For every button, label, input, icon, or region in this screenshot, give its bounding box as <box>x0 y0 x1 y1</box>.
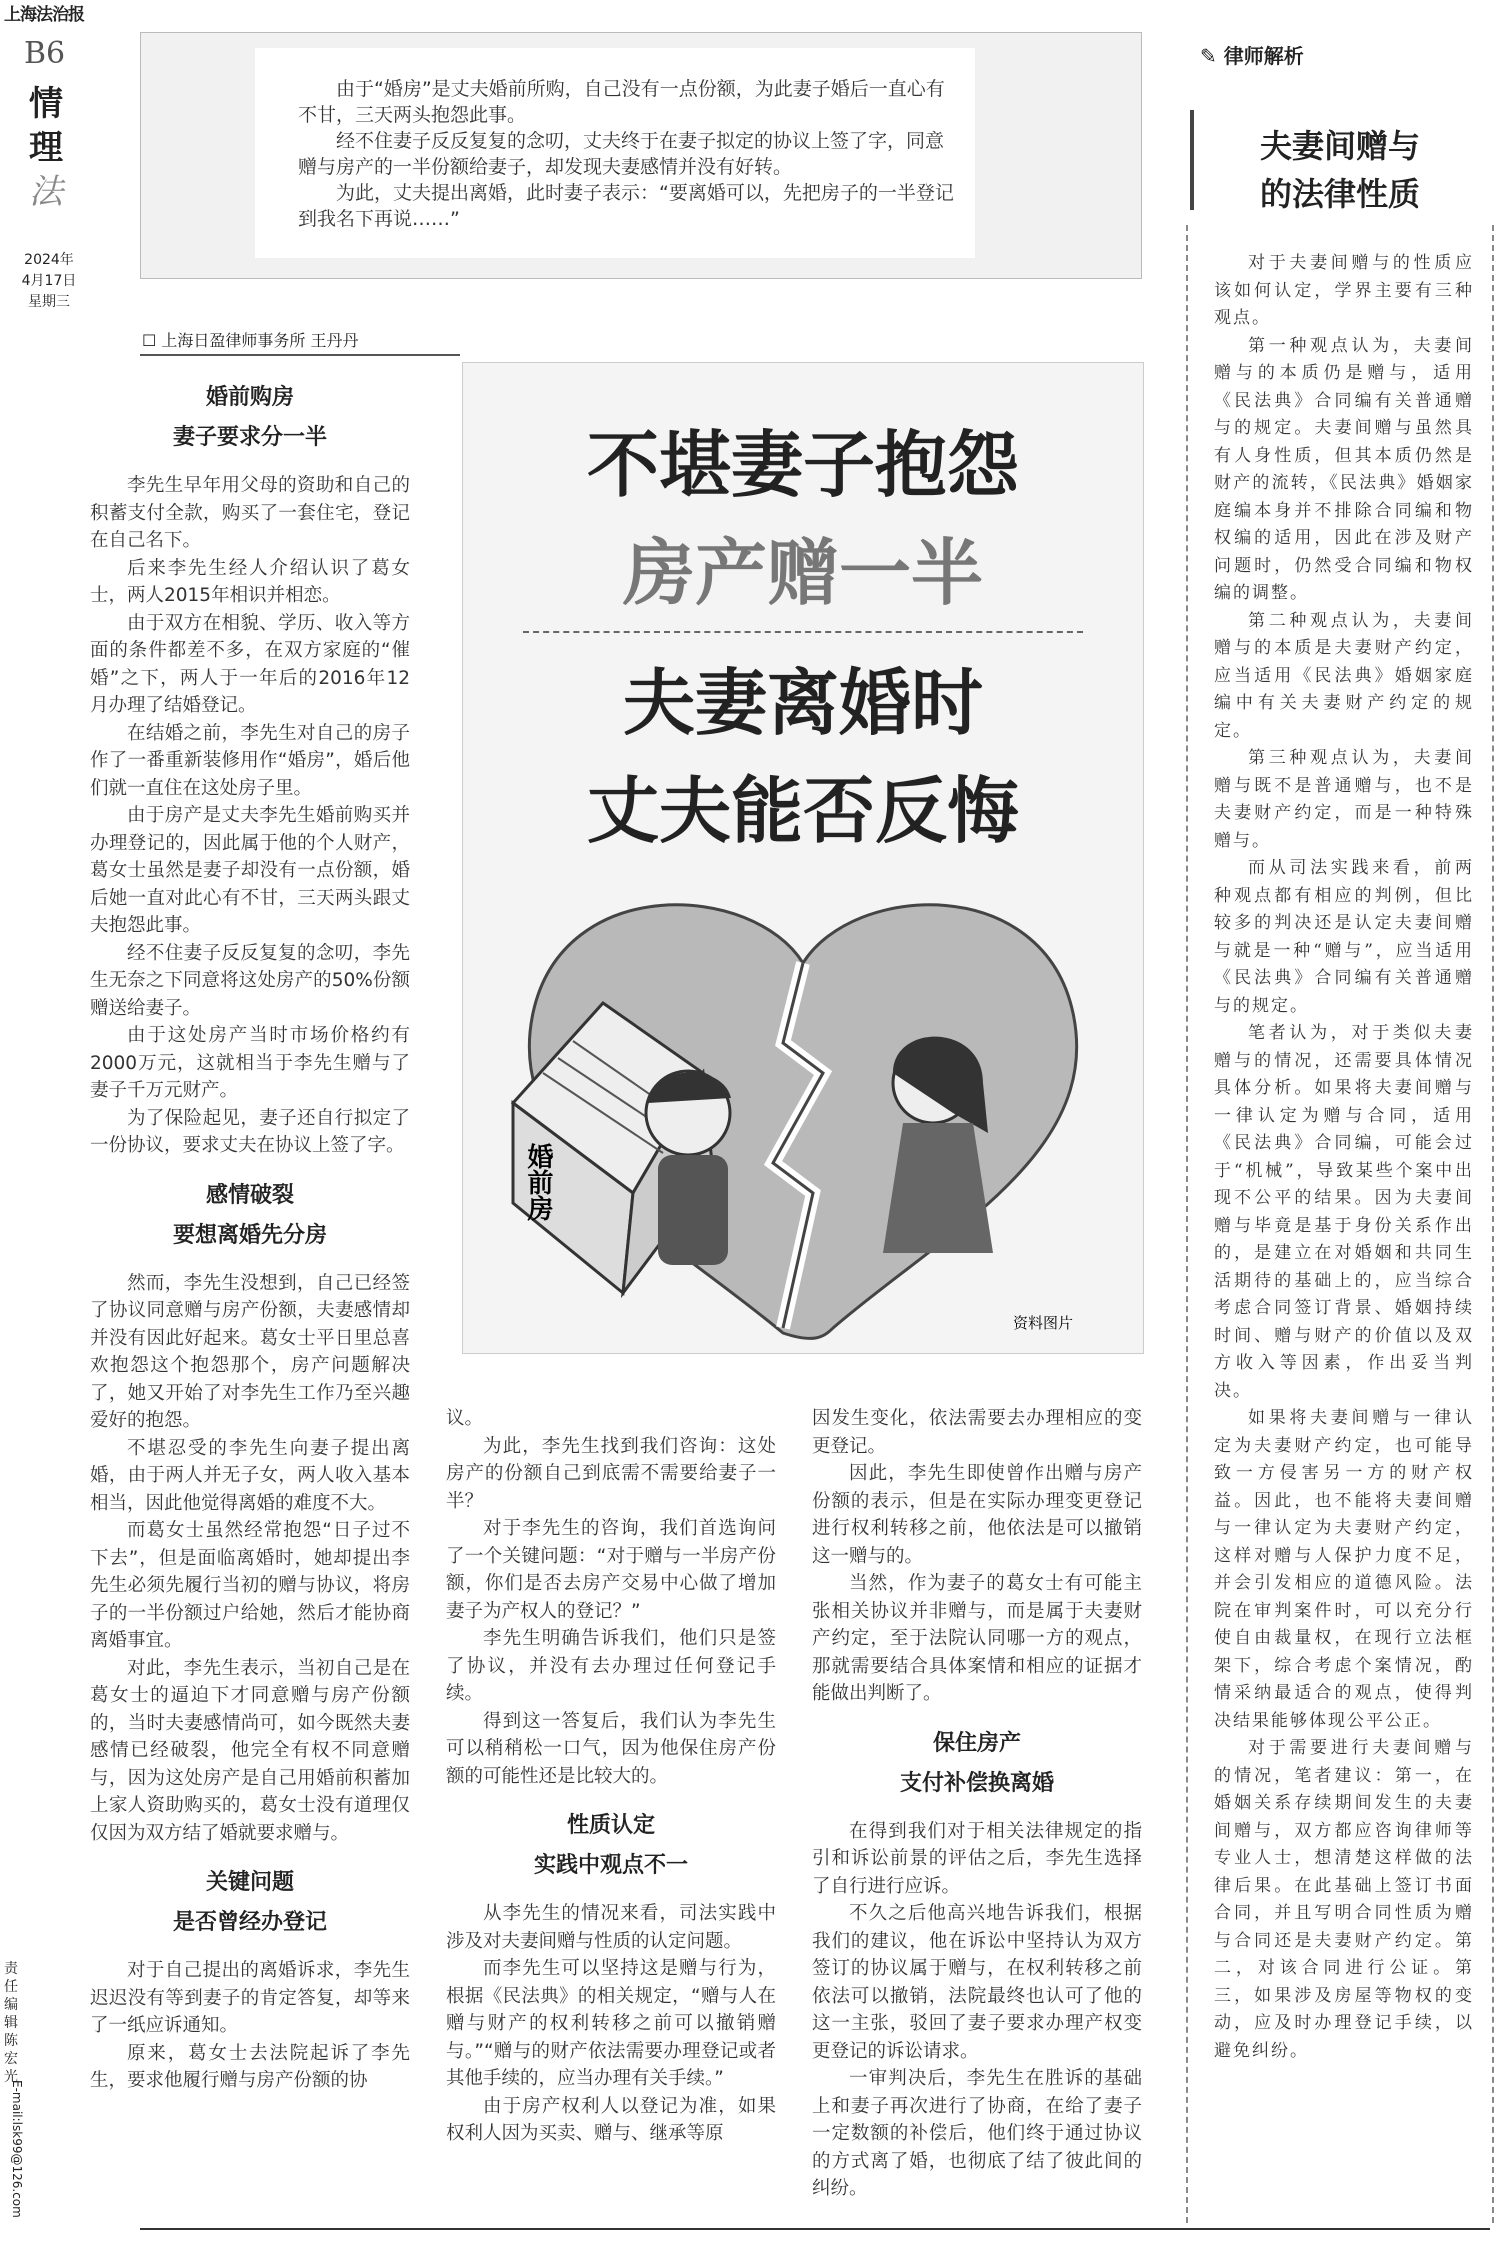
editor-credit: 责任编辑 陈宏光 <box>4 1961 18 2085</box>
divider <box>523 631 1083 633</box>
intro-text: 由于“婚房”是丈夫婚前所购，自己没有一点份额，为此妻子婚后一直心有不甘，三天两头抱怨此事。 经不住妻子反反复复的念叨，丈夫终于在妻子拟定的协议上签了字，同意赠与房产的一半份额给妻子，却发现夫妻感情并没有好转。 为此，丈夫提出离婚，此时妻子表示：“要离婚可以，先把房子的一半登记到我名下再说……” <box>298 78 954 230</box>
editor-email: E-mail:lsk99@126.com <box>10 2080 24 2218</box>
page-number: B6 <box>24 36 66 71</box>
subhead: 婚前购房 妻子要求分一半 <box>172 385 327 450</box>
masthead: 上海法治报 <box>4 5 84 25</box>
divider <box>140 354 460 356</box>
headline-line: 房产赠一半 <box>622 530 983 615</box>
sidebar-label: ✎ 律师解析 <box>1200 44 1304 68</box>
subhead: 保住房产 支付补偿换离婚 <box>899 1730 1054 1796</box>
column-3: 因发生变化，依法需要去办理相应的变更登记。 因此，李先生即使曾作出赠与房产份额的表示，但是在实际办理变更登记进行权利转移之前，他依法是可以撤销这一赠与的。 当然，作为妻子的葛女士有可能主张相关协议并非赠与，而是属于夫妻财产约定，至于法院认同哪一方的观点，那就需要结合具体案情和相应的证据才能做出判断了。 保住房产 支付补偿换离婚 在得到我们对于相关法律规定的指引和诉讼前景的评估之后，李先生选择了自行进行应诉。 不久之后他高兴地告诉我们，根据我们的建议，他在诉讼中坚持认为双方签订的协议属于赠与，在权利转移之前依法可以撤销，法院最终也认可了他的这一主张，驳回了妻子要求办理产权变更登记的诉讼请求。 一审判决后，李先生在胜诉的基础上和妻子再次进行了协商，在给了妻子一定数额的补偿后，他们终于通过协议的方式离了婚，也彻底了结了彼此间的纠纷。 <box>812 1408 1142 2199</box>
sidebar-title: 夫妻间赠与 的法律性质 <box>1259 127 1420 213</box>
image-credit: 资料图片 <box>1013 1314 1074 1332</box>
house-sign: 婚前房 <box>523 1143 553 1221</box>
divider <box>140 2228 1490 2230</box>
illustration-broken-heart <box>483 873 1123 1343</box>
headline-line: 不堪妻子抱怨 <box>586 422 1019 507</box>
column-2: 议。 为此，李先生找到我们咨询：这处房产的份额自己到底需不需要给妻子一半？ 对于李先生的咨询，我们首选询问了一个关键问题：“对于赠与一半房产份额，你们是否去房产交易中心做了增加妻子为产权人的登记？” 李先生明确告诉我们，他们只是签了协议，并没有去办理过任何登记手续。 得到这一答复后，我们认为李先生可以稍稍松一口气，因为他保住房产份额的可能性还是比较大的。 性质认定 实践中观点不一 从李先生的情况来看，司法实践中涉及对夫妻间赠与性质的认定问题。 而李先生可以坚持这是赠与行为，根据《民法典》的相关规定，“赠与人在赠与财产的权利转移之前可以撤销赠与。”“赠与的财产依法需要办理登记或者其他手续的，应当办理有关手续。” 由于房产权利人以登记为准，如果权利人因为买卖、赠与、继承等原 <box>446 1408 776 2144</box>
subhead: 感情破裂 要想离婚先分房 <box>172 1182 327 1248</box>
subhead: 性质认定 实践中观点不一 <box>533 1813 688 1878</box>
subhead: 关键问题 是否曾经办登记 <box>172 1870 327 1935</box>
section-name: 情 理 法 <box>29 84 63 212</box>
pen-icon: ✎ <box>1200 44 1224 68</box>
issue-date: 2024年 4月17日 星期三 <box>21 252 77 310</box>
headline-line: 丈夫能否反悔 <box>586 768 1019 853</box>
column-1: 婚前购房 妻子要求分一半 李先生早年用父母的资助和自己的积蓄支付全款，购买了一套住宅，登记在自己名下。 后来李先生经人介绍认识了葛女士，两人2015年相识并相恋。 由于双方在相貌、学历、收入等方面的条件都差不多，在双方家庭的“催婚”之下，两人于一年后的2016年12月办理了结婚登记。 在结婚之前，李先生对自己的房子作了一番重新装修用作“婚房”，婚后他们就一直住在这处房子里。 由于房产是丈夫李先生婚前购买并办理登记的，因此属于他的个人财产，葛女士虽然是妻子却没有一点份额，婚后她一直对此心有不甘，三天两头跟丈夫抱怨此事。 经不住妻子反反复复的念叨，李先生无奈之下同意将这处房产的50%份额赠送给妻子。 由于这处房产当时市场价格约有2000万元，这就相当于李先生赠与了妻子千万元财产。 为了保险起见，妻子还自行拟定了一份协议，要求丈夫在协议上签了字。 感情破裂 要想离婚先分房 然而，李先生没想到，自己已经签了协议同意赠与房产份额，夫妻感情却并没有因此好起来。葛女士平日里总喜欢抱怨这个抱怨那个，房产问题解决了，她又开始了对李先生工作乃至兴趣爱好的抱怨。 不堪忍受的李先生向妻子提出离婚，由于两人并无子女，两人收入基本相当，因此他觉得离婚的难度不大。 而葛女士虽然经常抱怨“日子过不下去”，但是面临离婚时，她却提出李先生必须先履行当初的赠与协议，将房子的一半份额过户给她，然后才能协商离婚事宜。 对此，李先生表示，当初自己是在葛女士的逼迫下才同意赠与房产份额的，当时夫妻感情尚可，如今既然夫妻感情已经破裂，他完全有权不同意赠与，因为这处房产是自己用婚前积蓄加上家人资助购买的，葛女士没有道理仅仅因为双方结了婚就要求赠与。 关键问题 是否曾经办登记 对于自己提出的离婚诉求，李先生迟迟没有等到妻子的肯定答复，却等来了一纸应诉通知。 原来，葛女士去法院起诉了李先生，要求他履行赠与房产份额的协 <box>90 378 410 2095</box>
husband-figure <box>646 1071 731 1265</box>
sidebar-text: 对于夫妻间赠与的性质应该如何认定，学界主要有三种观点。 第一种观点认为，夫妻间赠与的本质仍是赠与，适用《民法典》合同编有关普通赠与的规定。夫妻间赠与虽然具有人身性质，但其本质仍然是财产的流转，《民法典》婚姻家庭编本身并不排除合同编和物权编的适用，因此在涉及财产问题时，仍然受合同编和物权编的调整。 第二种观点认为，夫妻间赠与的本质是夫妻财产约定，应当适用《民法典》婚姻家庭编中有关夫妻财产约定的规定。 第三种观点认为，夫妻间赠与既不是普通赠与，也不是夫妻财产约定，而是一种特殊赠与。 而从司法实践来看，前两种观点都有相应的判例，但比较多的判决还是认定夫妻间赠与就是一种“赠与”，应当适用《民法典》合同编有关普通赠与的规定。 笔者认为，对于类似夫妻赠与的情况，还需要具体情况具体分析。如果将夫妻间赠与一律认定为赠与合同，适用《民法典》合同编，可能会过于“机械”，导致某些个案中出现不公平的结果。因为夫妻间赠与毕竟是基于身份关系作出的，是建立在对婚姻和共同生活期待的基础上的，应当综合考虑合同签订背景、婚姻持续时间、赠与财产的价值以及双方收入等因素，作出妥当判决。 如果将夫妻间赠与一律认定为夫妻财产约定，也可能导致一方侵害另一方的财产权益。因此，也不能将夫妻间赠与一律认定为夫妻财产约定，这样对赠与人保护力度不足，并会引发相应的道德风险。法院在审判案件时，可以充分行使自由裁量权，在现行立法框架下，综合考虑个案情况，酌情采纳最适合的观点，使得判决结果能够体现公平公正。 对于需要进行夫妻间赠与的情况，笔者建议：第一，在婚姻关系存续期间发生的夫妻间赠与，双方都应咨询律师等专业人士，想清楚这样做的法律后果。在此基础上签订书面合同，并且写明合同性质为赠与合同还是夫妻财产约定。第二，对该合同进行公证。第三，如果涉及房屋等物权的变动，应及时办理登记手续，以避免纠纷。 <box>1214 253 1474 2061</box>
byline: ☐ 上海日盈律师事务所 王丹丹 <box>142 331 359 350</box>
headline-panel <box>462 362 1144 1354</box>
headline-line: 夫妻离婚时 <box>622 660 983 745</box>
